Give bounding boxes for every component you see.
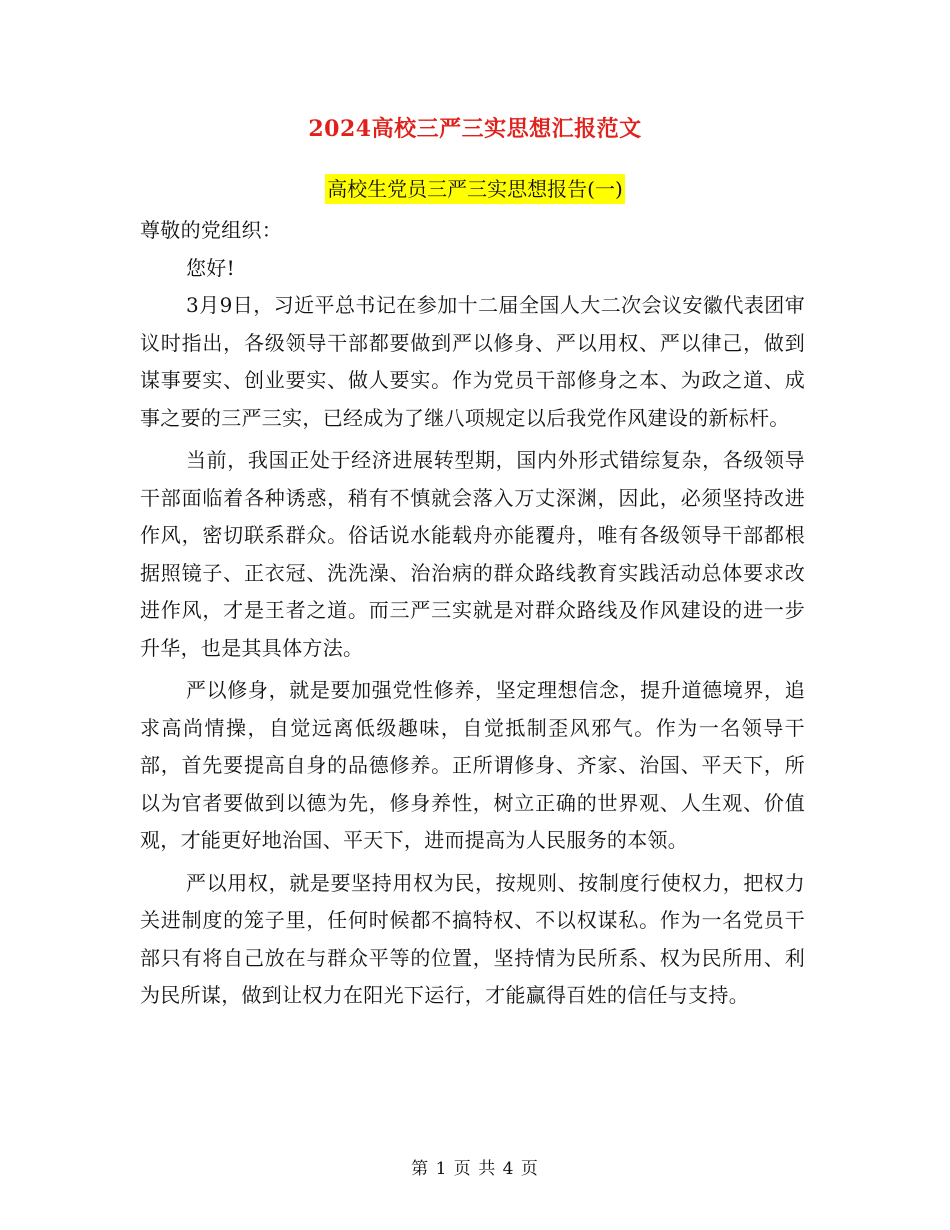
document-title: 2024高校三严三实思想汇报范文 bbox=[308, 116, 642, 142]
document-subtitle: 高校生党员三严三实思想报告(一) bbox=[325, 174, 625, 204]
salutation: 尊敬的党组织： bbox=[140, 218, 283, 242]
subtitle-container bbox=[0, 174, 950, 204]
page-number-footer: 第 1 页 共 4 页 bbox=[411, 1159, 539, 1179]
paragraph: 严以用权，就是要坚持用权为民，按规则、按制度行使权力，把权力关进制度的笼子里，任何时候都不搞特权、不以权谋私。作为一名党员干部只有将自己放在与群众平等的位置，坚持情为民所系、权为民所用、利为民所谋，做到让权力在阳光下运行，才能赢得百姓的信任与支持。 bbox=[140, 870, 805, 1007]
paragraph: 严以修身，就是要加强党性修养，坚定理想信念，提升道德境界，追求高尚情操，自觉远离低级趣味，自觉抵制歪风邪气。作为一名领导干部，首先要提高自身的品德修养。正所谓修身、齐家、治国、平天下，所以为官者要做到以德为先，修身养性，树立正确的世界观、人生观、价值观，才能更好地治国、平天下，进而提高为人民服务的本领。 bbox=[140, 678, 805, 852]
document-body bbox=[140, 212, 805, 1015]
paragraph: 当前，我国正处于经济进展转型期，国内外形式错综复杂，各级领导干部面临着各种诱惑，稍有不慎就会落入万丈深渊，因此，必须坚持改进作风，密切联系群众。俗话说水能载舟亦能覆舟，唯有各级领导干部都根据照镜子、正衣冠、洗洗澡、治治病的群众路线教育实践活动总体要求改进作风，才是王者之道。而三严三实就是对群众路线及作风建设的进一步升华，也是其具体方法。 bbox=[140, 448, 805, 660]
greeting: 您好! bbox=[186, 255, 235, 280]
paragraph: 3月9日，习近平总书记在参加十二届全国人大二次会议安徽代表团审议时指出，各级领导干部都要做到严以修身、严以用权、严以律己，做到谋事要实、创业要实、做人要实。作为党员干部修身之本、为政之道、成事之要的三严三实，已经成为了继八项规定以后我党作风建设的新标杆。 bbox=[140, 293, 805, 430]
